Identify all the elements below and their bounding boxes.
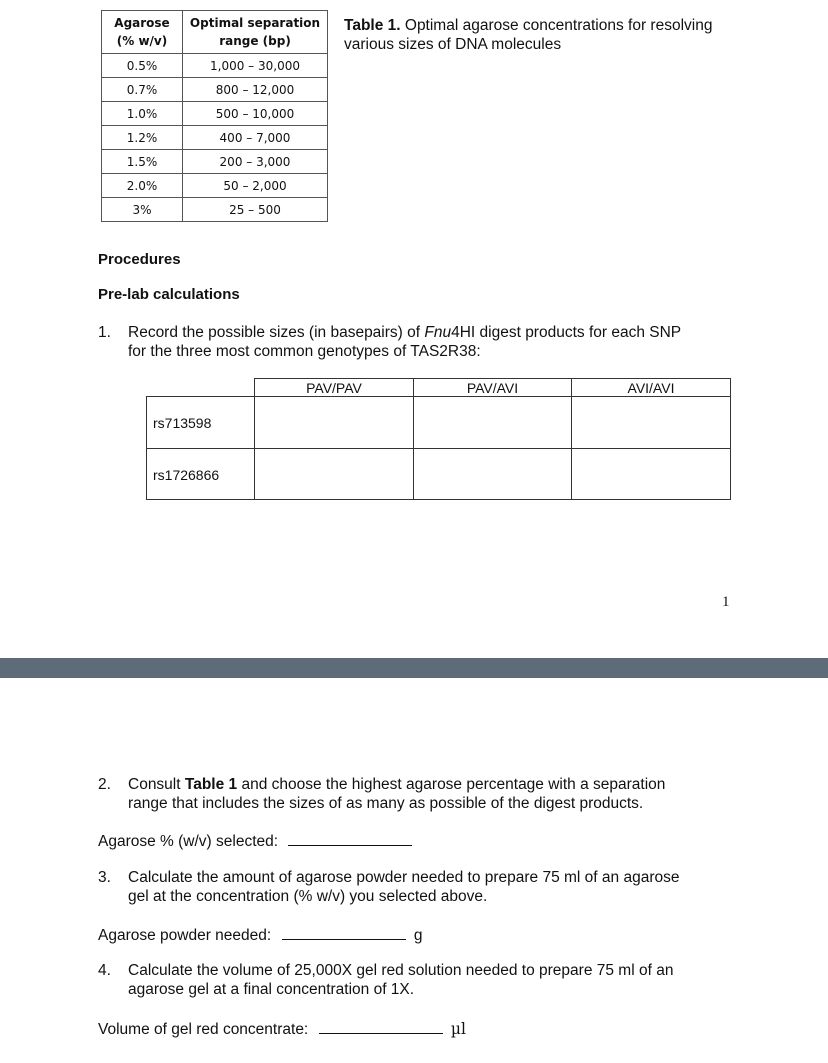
separation-range: 200 – 3,000 — [183, 150, 328, 174]
agarose-concentration: 1.5% — [102, 150, 183, 174]
table-row — [102, 54, 328, 78]
gel-red-blank[interactable] — [319, 1019, 443, 1034]
snp-answer-cell[interactable] — [413, 396, 572, 449]
agarose-concentration: 3% — [102, 198, 183, 222]
procedures-heading: Procedures — [98, 251, 181, 268]
snp-header-avi-avi: AVI/AVI — [571, 378, 731, 396]
question-text: Calculate the amount of agarose powder needed to prepare 75 ml of an agarose gel at the concentration (% w/v) you selected above. — [128, 869, 680, 905]
snp-answer-cell[interactable] — [254, 396, 414, 449]
agarose-percent-field — [98, 831, 412, 851]
question-number: 1. — [98, 324, 111, 341]
page-break-band — [0, 658, 828, 678]
agarose-concentration: 1.2% — [102, 126, 183, 150]
agarose-header-concentration: Agarose (% w/v) — [102, 11, 183, 54]
agarose-concentration: 2.0% — [102, 174, 183, 198]
agarose-concentration: 1.0% — [102, 102, 183, 126]
table-row — [102, 126, 328, 150]
table-row — [102, 198, 328, 222]
field-label: Agarose powder needed: — [98, 927, 272, 944]
separation-range: 400 – 7,000 — [183, 126, 328, 150]
snp-header-pav-avi: PAV/AVI — [413, 378, 572, 396]
agarose-table — [101, 10, 328, 222]
table-row — [102, 102, 328, 126]
snp-row-label: rs1726866 — [146, 448, 255, 500]
caption-label: Table 1. — [344, 17, 401, 34]
field-label: Volume of gel red concentrate: — [98, 1021, 309, 1038]
table-1-caption — [344, 16, 764, 54]
table-row — [102, 174, 328, 198]
gel-red-field — [98, 1019, 466, 1039]
agarose-powder-field — [98, 925, 422, 945]
agarose-concentration: 0.7% — [102, 78, 183, 102]
page-number: 1 — [722, 594, 730, 610]
agarose-concentration: 0.5% — [102, 54, 183, 78]
question-number: 4. — [98, 962, 111, 979]
snp-answer-cell[interactable] — [254, 448, 414, 500]
snp-answer-cell[interactable] — [571, 396, 731, 449]
snp-answer-cell[interactable] — [571, 448, 731, 500]
agarose-header-range: Optimal separation range (bp) — [183, 11, 328, 54]
snp-row-label: rs713598 — [146, 396, 255, 449]
question-number: 3. — [98, 869, 111, 886]
unit-label: µl — [450, 1020, 466, 1038]
question-text: Record the possible sizes (in basepairs) of Fnu4HI digest products for each SNP for the three most common genotypes of TAS2R38: — [128, 324, 682, 360]
question-number: 2. — [98, 776, 111, 793]
separation-range: 25 – 500 — [183, 198, 328, 222]
agarose-percent-blank[interactable] — [288, 831, 412, 846]
separation-range: 50 – 2,000 — [183, 174, 328, 198]
question-text: Calculate the volume of 25,000X gel red solution needed to prepare 75 ml of an agarose gel at a final concentration of 1X. — [128, 962, 674, 998]
snp-answer-cell[interactable] — [413, 448, 572, 500]
caption-text: Optimal agarose concentrations for resolving various sizes of DNA molecules — [344, 17, 713, 53]
agarose-table-header — [102, 11, 328, 54]
snp-table — [146, 378, 731, 500]
separation-range: 1,000 – 30,000 — [183, 54, 328, 78]
agarose-powder-blank[interactable] — [282, 925, 406, 940]
prelab-heading: Pre-lab calculations — [98, 286, 240, 303]
separation-range: 800 – 12,000 — [183, 78, 328, 102]
question-text: Consult Table 1 and choose the highest agarose percentage with a separation range that includes the sizes of as many as possible of the digest products. — [128, 776, 666, 812]
separation-range: 500 – 10,000 — [183, 102, 328, 126]
field-label: Agarose % (w/v) selected: — [98, 833, 279, 850]
table-row — [102, 78, 328, 102]
table-row — [102, 150, 328, 174]
snp-header-pav-pav: PAV/PAV — [254, 378, 414, 396]
unit-label: g — [413, 927, 423, 944]
